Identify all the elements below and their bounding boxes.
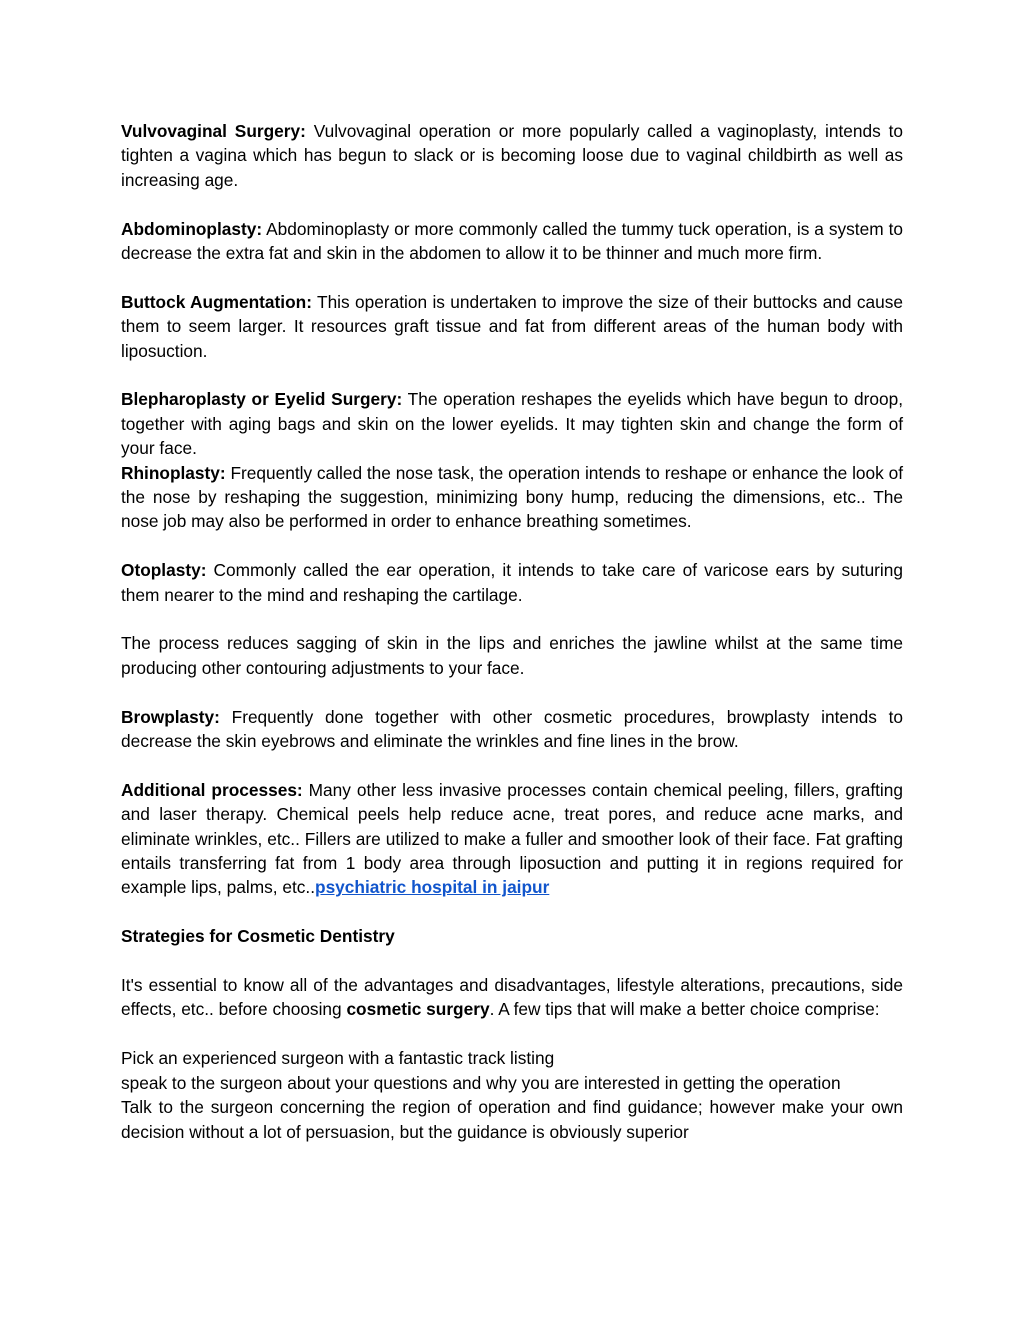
term-buttock-augmentation: Buttock Augmentation: [121,291,312,312]
term-abdominoplasty: Abdominoplasty: [121,218,263,239]
text-browplasty: Frequently done together with other cosmetic procedures, browplasty intends to decrease the skin eyebrows and eliminate the wrinkles and fine lines in the brow. [121,706,903,752]
text-rhinoplasty: Frequently called the nose task, the operation intends to reshape or enhance the look of the nose by reshaping the suggestion, minimizing bony hump, reducing the dimensions, etc.. The nose job may also be performed in order to enhance breathing sometimes. [121,462,903,532]
text-abdominoplasty: Abdominoplasty or more commonly called the tummy tuck operation, is a system to decrease the extra fat and skin in the abdomen to allow it to be thinner and much more firm. [121,218,903,264]
paragraph-essential [121,973,903,1022]
text-essential-bold: cosmetic surgery [346,999,490,1020]
tip-item: speak to the surgeon about your questions and why you are interested in getting the operation [121,1072,841,1093]
text-vulvovaginal: Vulvovaginal operation or more popularly called a vaginoplasty, intends to tighten a vagina which has begun to slack or is becoming loose due to vaginal childbirth as well as increasing age. [121,121,904,190]
text-process: The process reduces sagging of skin in the lips and enriches the jawline whilst at the same time producing other contouring adjustments to your face. [121,633,903,678]
paragraph-blepharoplasty [121,387,903,460]
paragraph-additional-processes [121,778,903,900]
paragraph-vulvovaginal [121,119,903,192]
paragraph-otoplasty [121,558,903,607]
paragraph-abdominoplasty [121,217,903,266]
text-buttock-augmentation: This operation is undertaken to improve the size of their buttocks and cause them to seem larger. It resources graft tissue and fat from different areas of the human body with liposuction. [121,291,903,361]
text-essential-before: It's essential to know all of the advantages and disadvantages, lifestyle alterations, precautions, side effects, etc.. before choosing [121,975,903,1020]
section-heading: Strategies for Cosmetic Dentistry [121,926,395,947]
tip-item: Pick an experienced surgeon with a fantastic track listing [121,1048,555,1069]
term-vulvovaginal: Vulvovaginal Surgery: [121,121,306,141]
term-otoplasty: Otoplasty: [121,560,207,581]
psychiatric-hospital-link[interactable]: psychiatric hospital in jaipur [315,877,550,898]
paragraph-browplasty [121,705,903,754]
paragraph-buttock-augmentation [121,290,903,363]
paragraph-process [121,631,903,680]
term-blepharoplasty: Blepharoplasty or Eyelid Surgery: [121,389,403,410]
tip-item: Talk to the surgeon concerning the region of operation and find guidance; however make your own decision without a lot of persuasion, but the guidance is obviously superior [121,1097,903,1142]
text-otoplasty: Commonly called the ear operation, it intends to take care of varicose ears by suturing them nearer to the mind and reshaping the cartilage. [121,560,903,605]
text-essential-after: . A few tips that will make a better choice comprise: [489,999,880,1020]
document-page [121,119,903,1144]
term-additional-processes: Additional processes: [121,779,303,800]
paragraph-rhinoplasty [121,461,903,534]
text-additional-processes: Many other less invasive processes contain chemical peeling, fillers, grafting and laser therapy. Chemical peels help reduce acne, treat pores, and reduce acne marks, and eliminate wrinkles, etc.. Fillers are utilized to make a fuller and smoother look of their face. Fat grafting entails transferring fat from 1 body area through liposuction and putting it in regions required for example lips, palms, etc.. [121,779,903,898]
term-rhinoplasty: Rhinoplasty: [121,462,226,483]
text-blepharoplasty: The operation reshapes the eyelids which have begun to droop, together with aging bags and skin on the lower eyelids. It may tighten skin and change the form of your face. [121,389,904,459]
term-browplasty: Browplasty: [121,706,220,727]
